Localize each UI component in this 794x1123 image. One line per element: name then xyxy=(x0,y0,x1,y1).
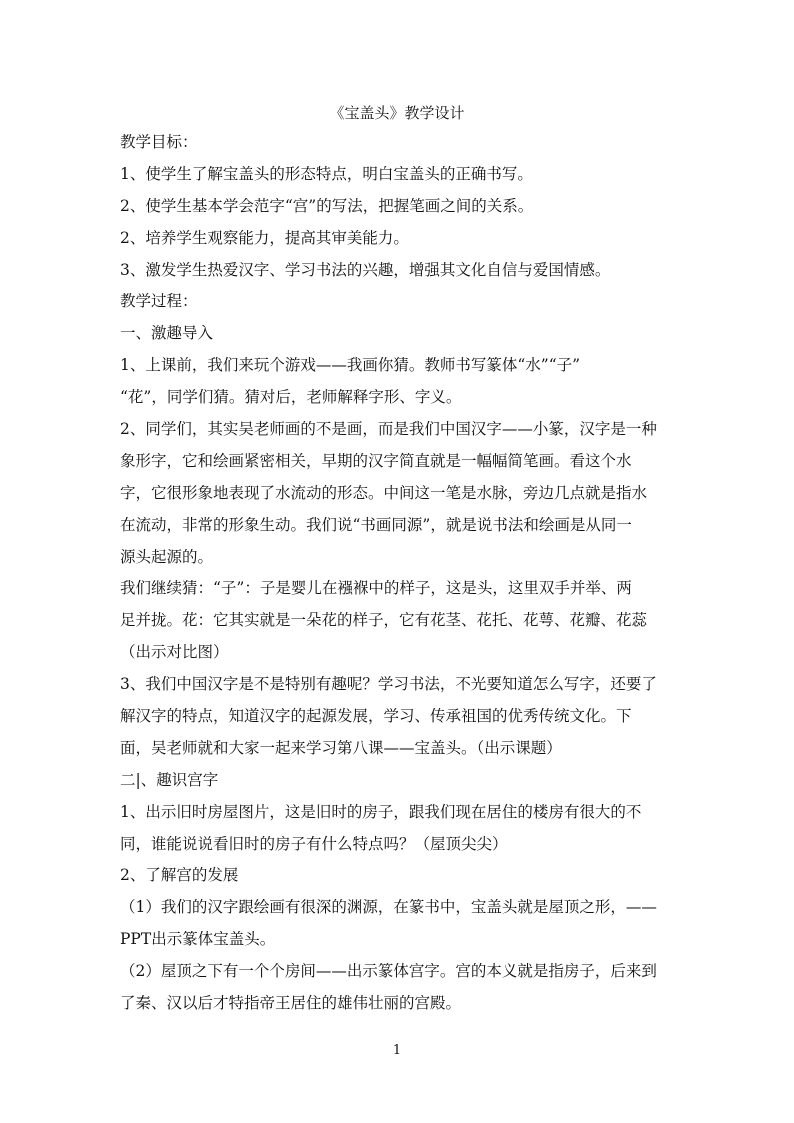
text-line: 象形字，它和绘画紧密相关，早期的汉字简直就是一幅幅简笔画。看这个水 xyxy=(120,451,632,470)
text-line: 足并拢。花：它其实就是一朵花的样子，它有花茎、花托、花萼、花瓣、花蕊 xyxy=(120,611,648,630)
text-line: 面，吴老师就和大家一起来学习第八课——宝盖头。（出示课题） xyxy=(120,738,562,757)
text-line: （2）屋顶之下有一个个房间——出示篆体宫字。宫的本义就是指房子，后来到 xyxy=(120,962,657,981)
text-line: 字，它很形象地表现了水流动的形态。中间这一笔是水脉，旁边几点就是指水 xyxy=(120,483,648,502)
text-line: 1、使学生了解宝盖头的形态特点，明白宝盖头的正确书写。 xyxy=(120,164,533,183)
text-line: 2、培养学生观察能力，提高其审美能力。 xyxy=(120,228,409,247)
text-line: 源头起源的。 xyxy=(120,547,214,566)
text-line: “花”，同学们猜。猜对后，老师解释字形、字义。 xyxy=(120,388,462,407)
text-line: 1、出示旧时房屋图片，这是旧时的房子，跟我们现在居住的楼房有很大的不 xyxy=(120,802,642,821)
text-line: 在流动，非常的形象生动。我们说“书画同源”，就是说书法和绘画是从同一 xyxy=(120,515,632,534)
text-line: 1、上课前，我们来玩个游戏——我画你猜。教师书写篆体“水”“子” xyxy=(120,356,581,375)
document-body xyxy=(120,127,680,1020)
text-line: （出示对比图） xyxy=(120,643,229,662)
text-line: 解汉字的特点，知道汉字的起源发展，学习、传承祖国的优秀传统文化。下 xyxy=(120,707,632,726)
text-line: 教学过程： xyxy=(120,292,198,311)
text-line: 3、我们中国汉字是不是特别有趣呢？学习书法，不光要知道怎么写字，还要了 xyxy=(120,675,657,694)
page-number: 1 xyxy=(392,1043,402,1058)
text-line: 我们继续猜：“子”：子是婴儿在襁褓中的样子，这是头，这里双手并举、两 xyxy=(120,579,632,598)
text-line: 同，谁能说说看旧时的房子有什么特点吗？（屋顶尖尖） xyxy=(120,834,508,853)
text-line: 一、激趣导入 xyxy=(120,324,214,343)
text-line: （1）我们的汉字跟绘画有很深的渊源，在篆书中，宝盖头就是屋顶之形，—— xyxy=(120,898,657,917)
text-line: PPT出示篆体宝盖头。 xyxy=(120,930,276,949)
text-line: 教学目标： xyxy=(120,133,198,151)
text-line: 2、同学们，其实吴老师画的不是画，而是我们中国汉字——小篆，汉字是一种 xyxy=(120,420,657,439)
text-line: 2、了解宫的发展 xyxy=(120,866,239,885)
text-line: 3、激发学生热爱汉字、学习书法的兴趣，增强其文化自信与爱国情感。 xyxy=(120,260,611,279)
text-line: 2、使学生基本学会范字“宫”的写法，把握笔画之间的关系。 xyxy=(120,196,534,215)
document-title: 《宝盖头》教学设计 xyxy=(329,104,465,122)
text-line: 了秦、汉以后才特指帝王居住的雄伟壮丽的宫殿。 xyxy=(120,994,462,1013)
text-line: 二|、趣识宫字 xyxy=(120,770,219,789)
